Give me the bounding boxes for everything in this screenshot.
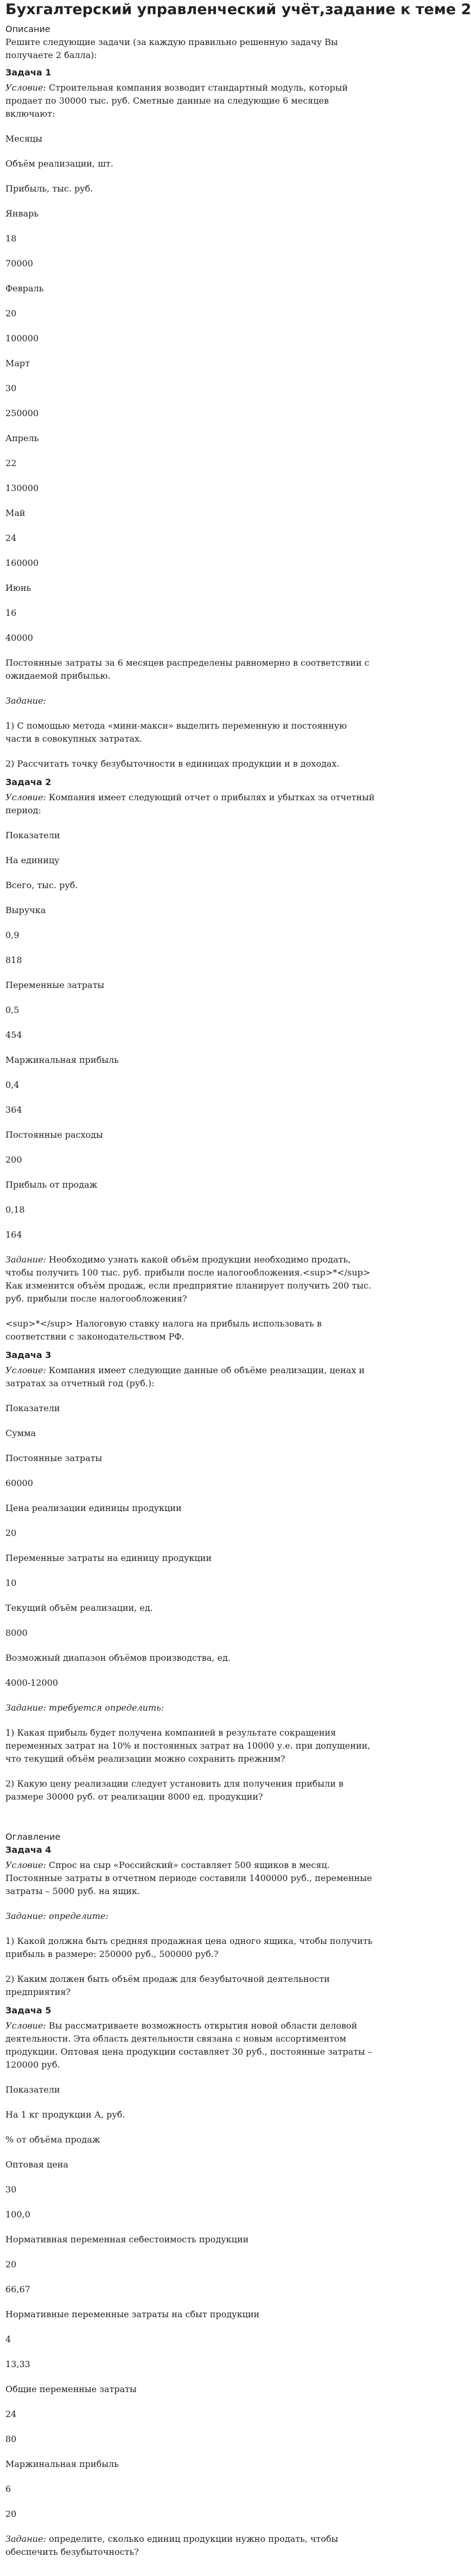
data-line: 0,9: [5, 930, 20, 940]
data-line: 250000: [5, 408, 39, 418]
data-line: На единицу: [5, 855, 60, 865]
task-1-title: Задача 1: [5, 67, 52, 78]
data-line: 4: [5, 2334, 11, 2344]
data-line: Маржинальная прибыль: [5, 1055, 119, 1065]
task-text: определите, сколько единиц продукции нужно продать, чтобы обеспечить безубыточность?: [5, 2534, 339, 2557]
task-3-lines: [5, 1402, 375, 1689]
data-line: Постоянные затраты: [5, 1453, 103, 1463]
data-line: % от объёма продаж: [5, 2134, 100, 2145]
task-1-question-1: 1) С помощью метода «мини-макси» выделить переменную и постоянную части в совокупных затратах.: [5, 720, 347, 744]
data-line: 0,18: [5, 1204, 25, 1215]
data-line: Прибыль, тыс. руб.: [5, 183, 93, 194]
data-line: Цена реализации единицы продукции: [5, 1503, 182, 1513]
data-line: 100000: [5, 333, 39, 343]
task-label: Задание:: [5, 1254, 46, 1265]
task-1-lines: [5, 132, 375, 645]
data-line: 10: [5, 1578, 17, 1588]
data-line: 454: [5, 1030, 22, 1040]
intro-text: Решите следующие задачи (за каждую правильно решенную задачу Вы получаете 2 балла):: [5, 37, 338, 60]
data-line: Сумма: [5, 1428, 36, 1438]
data-line: 364: [5, 1105, 22, 1115]
data-line: 30: [5, 2184, 17, 2195]
condition-label: Условие:: [5, 1365, 46, 1375]
data-line: Постоянные расходы: [5, 1130, 103, 1140]
data-line: 160000: [5, 558, 39, 568]
data-line: Общие переменные затраты: [5, 2384, 137, 2394]
task-4-question-1: 1) Какой должна быть средняя продажная цена одного ящика, чтобы получить прибыль в размере: 250000 руб., 500000 руб.?: [5, 1936, 373, 1959]
task-4-task-label: Задание: определите:: [5, 1911, 109, 1921]
data-line: Оптовая цена: [5, 2159, 68, 2170]
spacer: [5, 1815, 375, 1831]
task-label: Задание:: [5, 2534, 46, 2544]
task-2-task: [5, 1253, 375, 1305]
data-line: Январь: [5, 208, 39, 219]
data-line: Февраль: [5, 283, 44, 294]
data-line: 22: [5, 458, 17, 468]
task-3-title: Задача 3: [5, 1350, 52, 1360]
condition-text: Вы рассматриваете возможность открытия новой области деловой деятельности. Эта область деятельности связана с новым ассортиментом продукции. Оптовая цена продукции составляет 30 руб., постоянные затраты – 120000 руб.: [5, 2020, 372, 2070]
data-line: Прибыль от продаж: [5, 1179, 98, 1190]
data-line: 130000: [5, 483, 39, 493]
condition-text: Спрос на сыр «Российский» составляет 500 ящиков в месяц. Постоянные затраты в отчетном периоде составили 1400000 руб., переменные затраты – 5000 руб. на ящик.: [5, 1860, 372, 1896]
data-line: 20: [5, 308, 17, 318]
condition-label: Условие:: [5, 792, 46, 802]
data-line: 6: [5, 2484, 11, 2494]
task-1-note: Постоянные затраты за 6 месяцев распределены равномерно в соответствии с ожидаемой прибылью.: [5, 658, 370, 681]
task-2-lines: [5, 829, 375, 1241]
data-line: 20: [5, 2509, 17, 2519]
data-line: Нормативные переменные затраты на сбыт продукции: [5, 2309, 260, 2319]
task-5-title: Задача 5: [5, 2005, 52, 2016]
data-line: Переменные затраты: [5, 980, 105, 990]
data-line: Маржинальная прибыль: [5, 2459, 119, 2469]
data-line: 818: [5, 955, 22, 965]
task-5-task: [5, 2533, 375, 2559]
data-line: Июнь: [5, 583, 31, 593]
data-line: Нормативная переменная себестоимость продукции: [5, 2234, 249, 2245]
task-1-task-label: Задание:: [5, 696, 46, 706]
data-line: 66,67: [5, 2284, 30, 2294]
data-line: 8000: [5, 1628, 28, 1638]
task-3-condition: [5, 1364, 375, 1390]
toc-label: Оглавление: [5, 1832, 61, 1842]
data-line: 18: [5, 233, 17, 244]
task-3-question-1: 1) Какая прибыль будет получена компанией в результате сокращения переменных затрат на 10% и постоянных затрат на 10000 у.е. при допущении, что текущий объём реализации можно сохранить прежним?: [5, 1727, 371, 1764]
data-line: 13,33: [5, 2359, 30, 2369]
data-line: Месяцы: [5, 133, 42, 144]
data-line: Всего, тыс. руб.: [5, 880, 78, 890]
data-line: 24: [5, 533, 17, 543]
data-line: 20: [5, 2259, 17, 2269]
task-text: Необходимо узнать какой объём продукции необходимо продать, чтобы получить 100 тыс. руб. прибыли после налогообложения.<sup>*</sup> Как изменится объём продаж, если предприятие планирует получить 200 тыс. руб. прибыли после налогообложения?: [5, 1254, 371, 1304]
data-line: 24: [5, 2409, 17, 2419]
data-line: Март: [5, 358, 30, 368]
condition-text: Строительная компания возводит стандартный модуль, который продает по 30000 тыс. руб. Сметные данные на следующие 6 месяцев включают:: [5, 82, 348, 119]
data-line: 0,5: [5, 1005, 20, 1015]
data-line: 4000-12000: [5, 1678, 59, 1688]
task-3-question-2: 2) Какую цену реализации следует установить для получения прибыли в размере 30000 руб. от реализации 8000 ед. продукции?: [5, 1778, 343, 1802]
data-line: 20: [5, 1528, 17, 1538]
task-4-question-2: 2) Каким должен быть объём продаж для безубыточной деятельности предприятия?: [5, 1974, 330, 1997]
data-line: 100,0: [5, 2209, 30, 2220]
task-2-footnote: <sup>*</sup> Налоговую ставку налога на прибыль использовать в соответствии с законодательством РФ.: [5, 1318, 322, 1342]
condition-text: Компания имеет следующий отчет о прибылях и убытках за отчетный период:: [5, 792, 375, 815]
data-line: Апрель: [5, 433, 39, 443]
data-line: Показатели: [5, 1403, 60, 1413]
task-1-question-2: 2) Рассчитать точку безубыточности в единицах продукции и в доходах.: [5, 758, 340, 769]
data-line: 164: [5, 1229, 22, 1240]
task-4-title: Задача 4: [5, 1845, 52, 1855]
data-line: Текущий объём реализации, ед.: [5, 1603, 153, 1613]
task-3-task-label: Задание: требуется определить:: [5, 1703, 164, 1713]
page-title: Бухгалтерский управленческий учёт,задание к теме 2: [5, 1, 471, 18]
description-label: Описание: [5, 24, 50, 34]
condition-label: Условие:: [5, 1860, 46, 1870]
task-4-condition: [5, 1859, 375, 1898]
data-line: 40000: [5, 633, 33, 643]
data-line: Объём реализации, шт.: [5, 158, 113, 169]
condition-label: Условие:: [5, 2020, 46, 2031]
data-line: 30: [5, 383, 17, 393]
task-2-condition: [5, 791, 375, 817]
condition-label: Условие:: [5, 82, 46, 93]
data-line: Выручка: [5, 905, 46, 915]
data-line: 80: [5, 2434, 17, 2444]
data-line: На 1 кг продукции А, руб.: [5, 2109, 125, 2120]
task-1-condition: [5, 81, 375, 120]
data-line: 16: [5, 608, 17, 618]
data-line: Показатели: [5, 830, 60, 840]
data-line: Показатели: [5, 2084, 60, 2095]
data-line: Возможный диапазон объёмов производства, ед.: [5, 1653, 231, 1663]
condition-text: Компания имеет следующие данные об объёме реализации, ценах и затратах за отчетный год (руб.):: [5, 1365, 365, 1388]
data-line: 200: [5, 1155, 22, 1165]
data-line: 0,4: [5, 1080, 20, 1090]
data-line: Май: [5, 508, 26, 518]
data-line: 60000: [5, 1478, 33, 1488]
data-line: Переменные затраты на единицу продукции: [5, 1553, 212, 1563]
task-5-lines: [5, 2083, 375, 2521]
task-5-condition: [5, 2019, 375, 2071]
task-2-title: Задача 2: [5, 777, 52, 787]
data-line: 70000: [5, 258, 33, 269]
